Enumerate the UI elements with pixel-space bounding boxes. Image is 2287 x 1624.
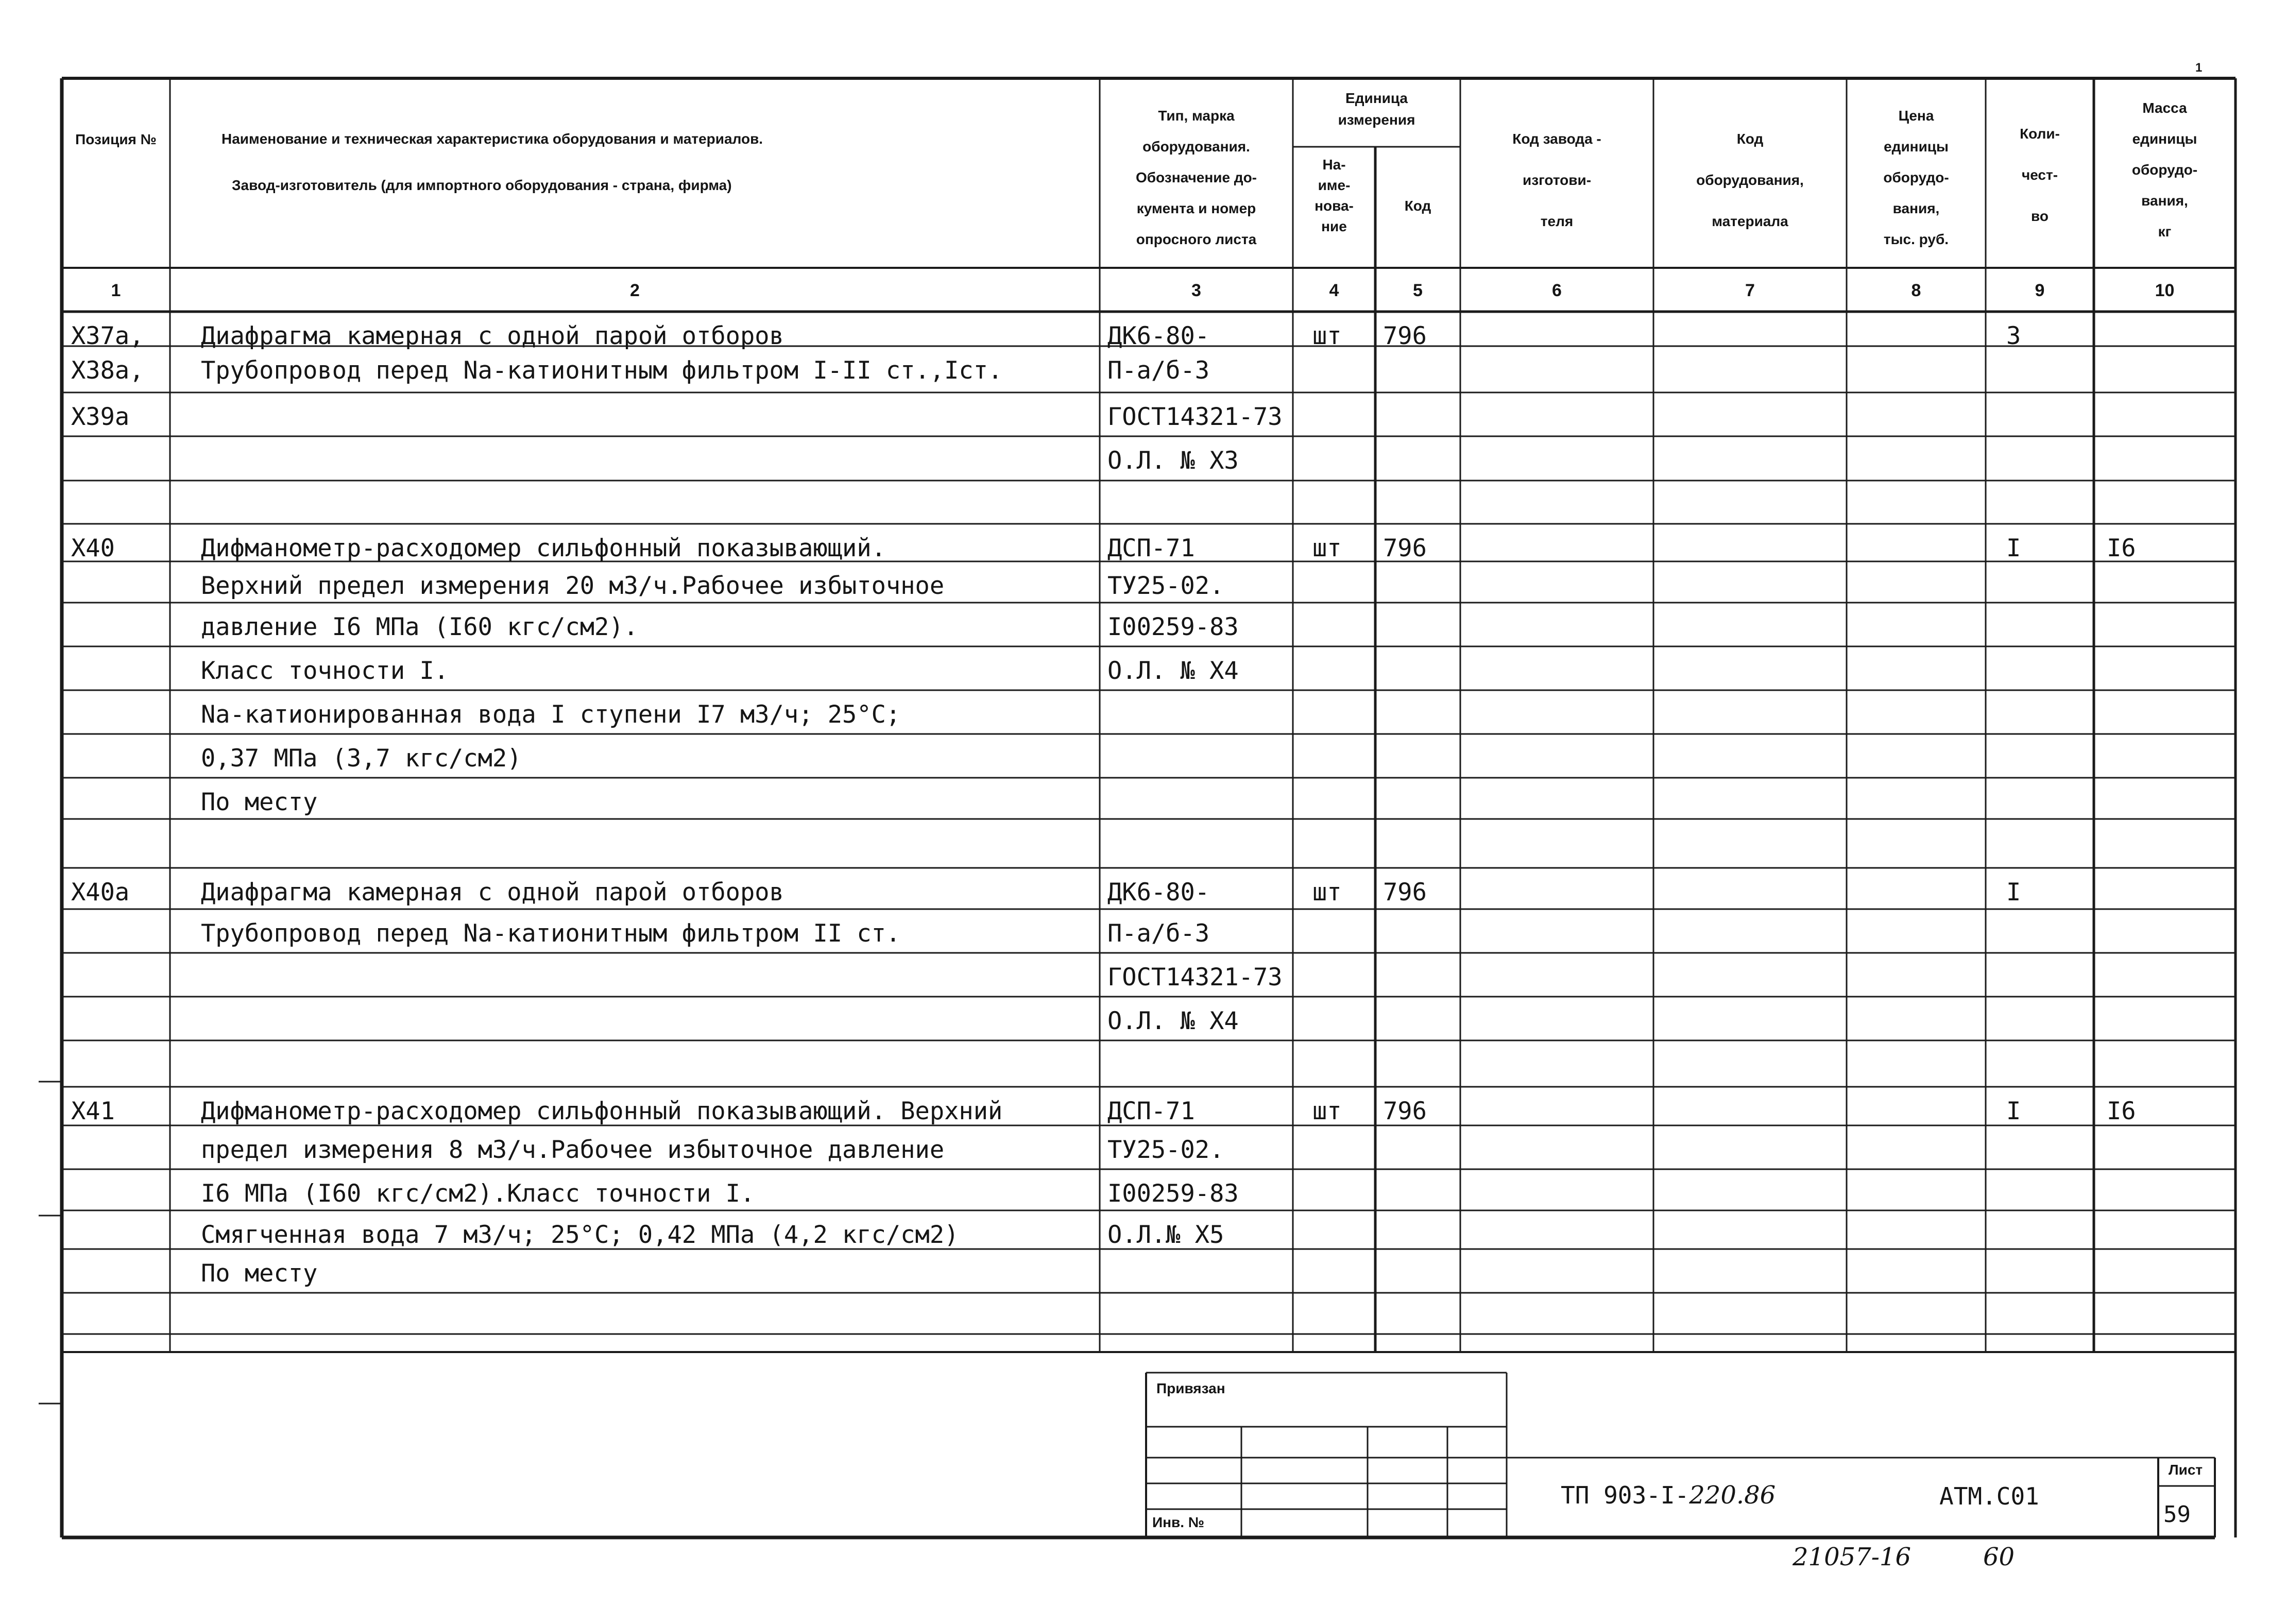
stamp-doc-number-handwritten: 220.86 bbox=[1689, 1481, 1776, 1510]
row-6-name: Дифманометр-расходомер сильфонный показывающий. bbox=[201, 534, 886, 562]
row-6-code: 796 bbox=[1383, 534, 1427, 562]
row-2-name: Трубопровод перед Na-катионитным фильтром I-II ст.,Iст. bbox=[201, 356, 1003, 385]
header-mass-l3: оборудо- bbox=[2131, 162, 2198, 178]
row-6-pos: Х40 bbox=[71, 534, 115, 562]
header-unit-group-l1: Единица bbox=[1345, 90, 1408, 106]
row-9-name: Класс точности I. bbox=[201, 657, 449, 685]
col-number-6: 6 bbox=[1552, 281, 1562, 300]
row-17-type: О.Л. № Х4 bbox=[1107, 1007, 1239, 1035]
row-2-pos: Х38а, bbox=[71, 356, 144, 385]
header-mass-l4: вания, bbox=[2141, 193, 2188, 209]
header-factory-code bbox=[1460, 118, 1653, 242]
row-23-name: По месту bbox=[201, 1259, 318, 1288]
header-quantity bbox=[1986, 113, 2094, 237]
header-equipment-code-l3: материала bbox=[1712, 213, 1788, 229]
row-19-mass: I6 bbox=[2107, 1097, 2136, 1125]
header-mass-l1: Масса bbox=[2142, 100, 2187, 116]
header-name-line1: Наименование и техническая характеристика оборудования и материалов. bbox=[221, 131, 763, 147]
row-22-type: О.Л.№ Х5 bbox=[1107, 1221, 1224, 1249]
header-type-l3: Обозначение до- bbox=[1135, 169, 1257, 185]
stamp-sheet-label: Лист bbox=[2169, 1462, 2203, 1478]
row-1-unit: шт bbox=[1312, 322, 1342, 350]
header-quantity-l1: Коли- bbox=[2020, 126, 2060, 142]
row-7-name: Верхний предел измерения 20 м3/ч.Рабочее избыточное bbox=[201, 572, 945, 600]
row-15-type: П-а/б-3 bbox=[1107, 919, 1210, 948]
header-type-l4: кумента и номер bbox=[1136, 200, 1256, 216]
header-unit-name-l3: нова- bbox=[1315, 198, 1354, 214]
header-position bbox=[62, 129, 170, 150]
row-1-name: Диафрагма камерная с одной парой отборов bbox=[201, 322, 784, 350]
header-unit-group-l2: измерения bbox=[1338, 112, 1415, 128]
row-19-unit: шт bbox=[1312, 1097, 1342, 1125]
row-21-name: I6 МПа (I60 кгс/см2).Класс точности I. bbox=[201, 1179, 755, 1208]
footer-page-number: 60 bbox=[1983, 1543, 2015, 1571]
header-equipment-code-l2: оборудования, bbox=[1696, 172, 1804, 188]
row-2-type: П-а/б-3 bbox=[1107, 356, 1210, 385]
row-3-type: ГОСТ14321-73 bbox=[1107, 403, 1283, 431]
row-14-code: 796 bbox=[1383, 878, 1427, 907]
col-number-8: 8 bbox=[1911, 281, 1921, 300]
row-11-name: 0,37 МПа (3,7 кгс/см2) bbox=[201, 744, 522, 773]
row-14-unit: шт bbox=[1312, 878, 1342, 907]
header-type-l2: оборудования. bbox=[1142, 139, 1250, 155]
row-19-code: 796 bbox=[1383, 1097, 1427, 1125]
header-unit-code: Код bbox=[1404, 198, 1431, 214]
header-mass bbox=[2094, 93, 2235, 247]
header-factory-code-l2: изготови- bbox=[1522, 172, 1592, 188]
footer-archive-code: 21057-16 bbox=[1793, 1543, 1911, 1571]
row-8-name: давление I6 МПа (I60 кгс/см2). bbox=[201, 613, 638, 641]
header-price bbox=[1847, 100, 1986, 255]
row-16-type: ГОСТ14321-73 bbox=[1107, 963, 1283, 992]
row-8-type: I00259-83 bbox=[1107, 613, 1239, 641]
header-name-line2: Завод-изготовитель (для импортного оборудования - страна, фирма) bbox=[232, 177, 732, 193]
row-1-code: 796 bbox=[1383, 322, 1427, 350]
stamp-sheet-number: 59 bbox=[2163, 1501, 2191, 1528]
header-type-l5: опросного листа bbox=[1136, 231, 1257, 247]
header-factory-code-l3: теля bbox=[1540, 213, 1574, 229]
row-1-type: ДК6-80- bbox=[1107, 322, 1210, 350]
row-9-type: О.Л. № Х4 bbox=[1107, 657, 1239, 685]
row-14-qty: I bbox=[2006, 878, 2021, 907]
header-equipment-code bbox=[1653, 118, 1847, 242]
row-6-qty: I bbox=[2006, 534, 2021, 562]
stamp-inv-label: Инв. № bbox=[1152, 1514, 1205, 1530]
stamp-mark: АТМ.С01 bbox=[1939, 1482, 2039, 1510]
header-equipment-code-l1: Код bbox=[1736, 131, 1764, 147]
row-19-type: ДСП-71 bbox=[1107, 1097, 1195, 1125]
row-3-pos: Х39а bbox=[71, 403, 130, 431]
corner-mark: 1 bbox=[2195, 61, 2203, 75]
col-number-2: 2 bbox=[630, 281, 640, 300]
row-6-mass: I6 bbox=[2107, 534, 2136, 562]
header-price-l4: вания, bbox=[1892, 200, 1940, 216]
row-19-name: Дифманометр-расходомер сильфонный показывающий. Верхний bbox=[201, 1097, 1003, 1125]
col-number-10: 10 bbox=[2155, 281, 2175, 300]
header-unit-group bbox=[1293, 88, 1460, 131]
row-19-pos: Х41 bbox=[71, 1097, 115, 1125]
header-price-l3: оборудо- bbox=[1883, 169, 1949, 185]
header-type-l1: Тип, марка bbox=[1158, 108, 1235, 124]
row-15-name: Трубопровод перед Na-катионитным фильтром II ст. bbox=[201, 919, 901, 948]
col-number-4: 4 bbox=[1329, 281, 1339, 300]
col-number-7: 7 bbox=[1745, 281, 1755, 300]
row-14-name: Диафрагма камерная с одной парой отборов bbox=[201, 878, 784, 907]
stamp-bound-label: Привязан bbox=[1156, 1380, 1225, 1396]
header-unit-name-l1: На- bbox=[1322, 157, 1346, 173]
col-number-9: 9 bbox=[2035, 281, 2045, 300]
header-position-label: Позиция № bbox=[75, 131, 157, 147]
row-14-type: ДК6-80- bbox=[1107, 878, 1210, 907]
header-unit-name-l4: ние bbox=[1321, 218, 1347, 234]
header-price-l2: единицы bbox=[1884, 139, 1949, 155]
col-number-1: 1 bbox=[111, 281, 121, 300]
row-10-name: Na-катионированная вода I ступени I7 м3/ч; 25°С; bbox=[201, 700, 901, 729]
row-22-name: Смягченная вода 7 м3/ч; 25°С; 0,42 МПа (4,2 кгс/см2) bbox=[201, 1221, 959, 1249]
row-20-name: предел измерения 8 м3/ч.Рабочее избыточное давление bbox=[201, 1136, 945, 1164]
row-4-type: О.Л. № Х3 bbox=[1107, 447, 1239, 475]
row-1-qty: 3 bbox=[2006, 322, 2021, 350]
header-quantity-l3: во bbox=[2031, 208, 2049, 224]
header-factory-code-l1: Код завода - bbox=[1512, 131, 1601, 147]
header-quantity-l2: чест- bbox=[2021, 167, 2058, 183]
header-price-l5: тыс. руб. bbox=[1883, 231, 1949, 247]
row-21-type: I00259-83 bbox=[1107, 1179, 1239, 1208]
header-type bbox=[1100, 100, 1293, 255]
header-mass-l5: кг bbox=[2158, 224, 2172, 240]
stamp-doc-number-printed: ТП 903-I- bbox=[1561, 1481, 1689, 1509]
header-unit-name bbox=[1293, 155, 1375, 237]
row-1-pos: Х37а, bbox=[71, 322, 144, 350]
col-number-3: 3 bbox=[1191, 281, 1201, 300]
row-6-unit: шт bbox=[1312, 534, 1342, 562]
row-19-qty: I bbox=[2006, 1097, 2021, 1125]
row-14-pos: Х40а bbox=[71, 878, 130, 907]
row-12-name: По месту bbox=[201, 788, 318, 816]
header-price-l1: Цена bbox=[1898, 108, 1934, 124]
stamp-doc-number bbox=[1561, 1481, 1776, 1510]
row-20-type: ТУ25-02. bbox=[1107, 1136, 1224, 1164]
col-number-5: 5 bbox=[1413, 281, 1423, 300]
header-mass-l2: единицы bbox=[2132, 131, 2197, 147]
row-7-type: ТУ25-02. bbox=[1107, 572, 1224, 600]
header-unit-name-l2: име- bbox=[1318, 177, 1351, 193]
row-6-type: ДСП-71 bbox=[1107, 534, 1195, 562]
